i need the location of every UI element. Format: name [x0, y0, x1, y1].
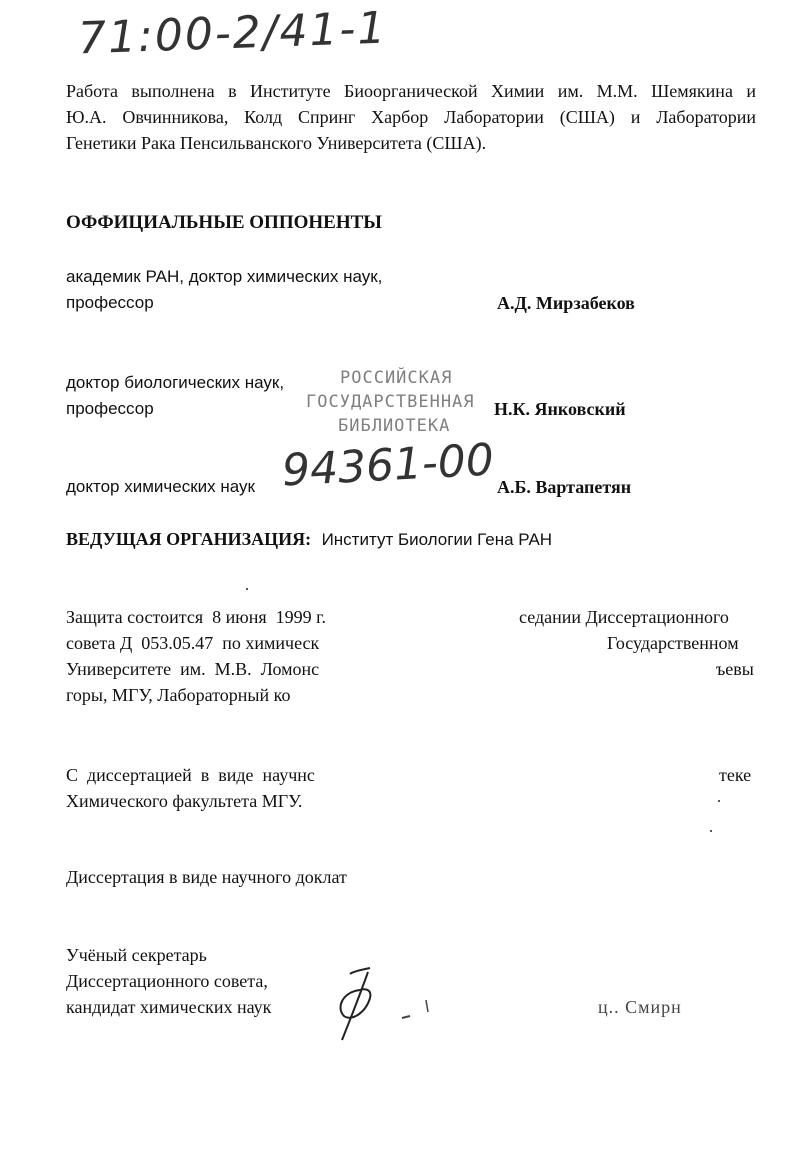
- stray-mark-3: [710, 830, 712, 832]
- opponent-3-title: доктор химических наук: [66, 477, 255, 496]
- defense-line-3-right: ъевы: [716, 659, 754, 679]
- signature: [330, 960, 440, 1050]
- opponent-1-title: академик РАН, доктор химических наук,: [66, 267, 383, 286]
- secretary-line-2: Диссертационного совета,: [66, 971, 268, 991]
- opponent-2-title-2: профессор: [66, 399, 154, 418]
- library-line-1-left: С диссертацией в виде научнс: [66, 765, 315, 785]
- defense-line-2-left: совета Д 053.05.47 по химическ: [66, 633, 320, 653]
- lead-org: [66, 526, 552, 553]
- opponent-2-name: Н.К. Янковский: [494, 399, 626, 419]
- lead-org-label: ВЕДУЩАЯ ОРГАНИЗАЦИЯ:: [66, 529, 312, 549]
- opponent-1-name: А.Д. Мирзабеков: [497, 293, 635, 313]
- opponent-3-name: А.Б. Вартапетян: [497, 477, 632, 497]
- defense-line-1-right: седании Диссертационного: [519, 607, 729, 627]
- defense-line-4-left: горы, МГУ, Лабораторный ко: [66, 685, 291, 705]
- defense-line-3-left: Университете им. М.В. Ломонс: [66, 659, 320, 679]
- opponents-heading: ОФФИЦИАЛЬНЫЕ ОППОНЕНТЫ: [66, 212, 382, 233]
- report-line: Диссертация в виде научного доклат: [66, 867, 347, 887]
- stamp-number: 94361-00: [280, 434, 496, 497]
- library-stamp-line-2: ГОСУДАРСТВЕННАЯ: [306, 392, 475, 412]
- library-line-2: Химического факультета МГУ.: [66, 791, 303, 811]
- library-line-1-right: теке: [719, 765, 752, 785]
- secretary-name-fragment: ц.. Смирн: [598, 997, 682, 1017]
- intro-line-2: Ю.А. Овчинникова, Колд Спринг Харбор Лаборатории (США) и Лаборатории: [66, 107, 756, 127]
- library-stamp-line-3: БИБЛИОТЕКА: [338, 416, 451, 436]
- handwritten-code: 71:00-2/41-1: [77, 2, 389, 65]
- stray-mark-1: [246, 588, 248, 590]
- library-stamp-line-1: РОССИЙСКАЯ: [340, 368, 453, 388]
- lead-org-value: Институт Биологии Гена РАН: [321, 530, 553, 549]
- intro-line-1: Работа выполнена в Институте Биоорганической Химии им. М.М. Шемякина и: [66, 81, 756, 101]
- intro-line-3: Генетики Рака Пенсильванского Университета (США).: [66, 133, 487, 153]
- opponent-2-title: доктор биологических наук,: [66, 373, 285, 392]
- opponent-1-title-2: профессор: [66, 293, 154, 312]
- secretary-line-1: Учёный секретарь: [66, 945, 207, 965]
- defense-line-1-left: Защита состоится 8 июня 1999 г.: [66, 607, 326, 627]
- secretary-line-3: кандидат химических наук: [66, 997, 272, 1017]
- stray-mark-2: [718, 800, 720, 802]
- defense-line-2-right: Государственном: [607, 633, 739, 653]
